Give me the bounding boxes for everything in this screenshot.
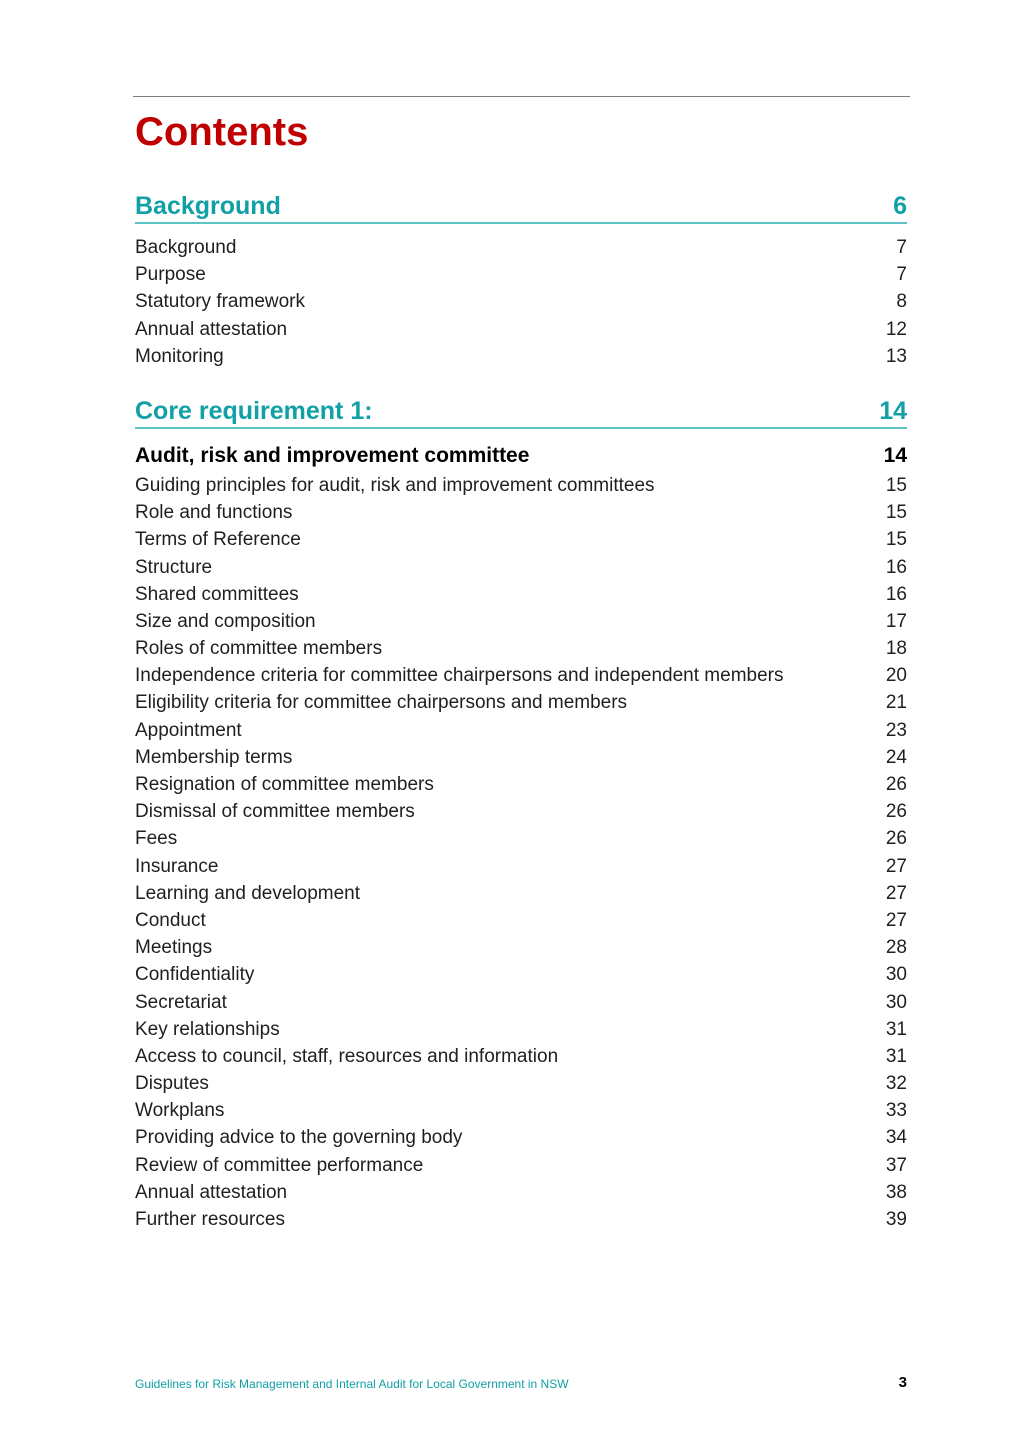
- toc-entry[interactable]: [135, 961, 907, 988]
- toc-section-background[interactable]: [135, 190, 907, 224]
- toc-entry-label: Providing advice to the governing body: [135, 1127, 463, 1149]
- toc-entry[interactable]: [135, 771, 907, 798]
- toc-entry-page: 27: [885, 882, 907, 904]
- toc-entry-page: 26: [885, 828, 907, 850]
- toc-entry[interactable]: [135, 989, 907, 1016]
- subheading-page: 14: [883, 443, 907, 467]
- section-heading-label: Core requirement 1:: [135, 396, 373, 425]
- section-heading-page: 14: [879, 396, 907, 425]
- background-entries: [135, 234, 907, 370]
- toc-entry-page: 39: [885, 1209, 907, 1230]
- toc-entry-page: 31: [885, 1045, 907, 1067]
- toc-entry-page: 26: [885, 801, 907, 823]
- toc-entry-label: Size and composition: [135, 610, 316, 632]
- core-requirement-entries: [135, 472, 907, 1233]
- toc-entry-page: 20: [885, 665, 907, 687]
- toc-entry-page: 7: [896, 237, 907, 258]
- toc-entry[interactable]: [135, 934, 907, 961]
- toc-entry-label: Review of committee performance: [135, 1154, 424, 1176]
- toc-entry[interactable]: [135, 689, 907, 716]
- toc-entry-label: Further resources: [135, 1209, 285, 1230]
- toc-subheading[interactable]: [135, 440, 907, 472]
- toc-entry-label: Annual attestation: [135, 1181, 288, 1203]
- toc-entry-page: 24: [885, 746, 907, 768]
- toc-entry[interactable]: [135, 472, 907, 499]
- toc-entry-label: Purpose: [135, 264, 206, 286]
- toc-entry[interactable]: [135, 1206, 907, 1233]
- toc-entry[interactable]: [135, 880, 907, 907]
- toc-entry-label: Structure: [135, 556, 213, 578]
- section-heading-label: Background: [135, 192, 281, 220]
- toc-entry-page: 8: [896, 291, 907, 313]
- toc-entry[interactable]: [135, 717, 907, 744]
- toc-entry-page: 34: [885, 1127, 907, 1149]
- toc-entry[interactable]: [135, 581, 907, 608]
- section-heading-page: 6: [893, 192, 907, 220]
- toc-entry-page: 23: [885, 719, 907, 741]
- table-of-contents: [135, 190, 907, 1233]
- toc-entry[interactable]: [135, 1097, 907, 1124]
- toc-entry[interactable]: [135, 1152, 907, 1179]
- toc-entry-label: Guiding principles for audit, risk and improvement committees: [135, 474, 655, 496]
- toc-entry-page: 30: [885, 991, 907, 1013]
- top-rule: [133, 96, 910, 97]
- toc-entry-page: 7: [896, 264, 907, 286]
- toc-entry-page: 15: [885, 529, 907, 551]
- toc-entry-page: 33: [885, 1100, 907, 1122]
- toc-section-core-requirement-1[interactable]: [135, 395, 907, 429]
- toc-entry-label: Independence criteria for committee chairpersons and independent members: [135, 665, 784, 687]
- toc-entry[interactable]: [135, 798, 907, 825]
- toc-entry-page: 26: [885, 774, 907, 795]
- toc-entry[interactable]: [135, 261, 907, 288]
- toc-entry-label: Conduct: [135, 909, 206, 931]
- toc-entry[interactable]: [135, 554, 907, 581]
- toc-entry-label: Secretariat: [135, 991, 227, 1013]
- toc-entry-label: Role and functions: [135, 502, 293, 524]
- toc-entry-page: 30: [885, 964, 907, 986]
- toc-entry-label: Meetings: [135, 937, 213, 959]
- toc-entry-label: Fees: [135, 828, 178, 850]
- toc-entry-label: Annual attestation: [135, 318, 288, 340]
- toc-entry-page: 28: [885, 937, 907, 959]
- toc-entry[interactable]: [135, 1070, 907, 1097]
- toc-entry-label: Terms of Reference: [135, 529, 301, 551]
- toc-entry-page: 18: [885, 638, 907, 660]
- toc-entry-label: Background: [135, 237, 237, 258]
- toc-entry[interactable]: [135, 316, 907, 343]
- toc-entry-label: Key relationships: [135, 1018, 280, 1040]
- footer-document-title: Guidelines for Risk Management and Internal Audit for Local Government in NSW: [135, 1377, 569, 1391]
- toc-entry-page: 27: [885, 909, 907, 931]
- toc-entry[interactable]: [135, 499, 907, 526]
- toc-entry[interactable]: [135, 526, 907, 553]
- toc-entry[interactable]: [135, 1016, 907, 1043]
- toc-entry-label: Roles of committee members: [135, 638, 383, 660]
- toc-entry[interactable]: [135, 907, 907, 934]
- toc-entry-page: 38: [885, 1181, 907, 1203]
- toc-entry-label: Disputes: [135, 1073, 209, 1095]
- toc-entry[interactable]: [135, 1043, 907, 1070]
- toc-entry-page: 21: [885, 692, 907, 714]
- toc-entry-page: 12: [885, 318, 907, 340]
- toc-entry-page: 32: [885, 1073, 907, 1095]
- toc-entry-label: Statutory framework: [135, 291, 305, 313]
- toc-entry[interactable]: [135, 343, 907, 370]
- toc-entry-page: 17: [885, 610, 907, 632]
- toc-entry-label: Insurance: [135, 855, 219, 877]
- page-title: Contents: [135, 110, 309, 154]
- toc-entry-label: Shared committees: [135, 583, 299, 605]
- toc-entry-page: 16: [885, 583, 907, 605]
- toc-entry-label: Monitoring: [135, 345, 224, 367]
- toc-entry-label: Eligibility criteria for committee chairpersons and members: [135, 692, 628, 714]
- toc-entry[interactable]: [135, 662, 907, 689]
- toc-entry-label: Dismissal of committee members: [135, 801, 415, 823]
- toc-entry[interactable]: [135, 1124, 907, 1151]
- toc-entry-page: 27: [885, 855, 907, 877]
- toc-entry[interactable]: [135, 853, 907, 880]
- toc-entry-label: Access to council, staff, resources and information: [135, 1045, 559, 1067]
- toc-entry-label: Confidentiality: [135, 964, 255, 986]
- toc-entry-label: Membership terms: [135, 746, 293, 768]
- toc-entry-page: 15: [885, 502, 907, 524]
- toc-entry-label: Learning and development: [135, 882, 361, 904]
- toc-entry[interactable]: [135, 635, 907, 662]
- toc-entry-page: 13: [885, 345, 907, 367]
- toc-entry[interactable]: [135, 1179, 907, 1206]
- toc-entry[interactable]: [135, 744, 907, 771]
- toc-entry-page: 15: [885, 474, 907, 496]
- toc-entry-page: 37: [885, 1154, 907, 1176]
- footer-page-number: 3: [898, 1374, 907, 1391]
- toc-entry-label: Resignation of committee members: [135, 774, 434, 795]
- toc-entry[interactable]: [135, 234, 907, 261]
- toc-entry-page: 31: [885, 1018, 907, 1040]
- toc-entry[interactable]: [135, 825, 907, 852]
- toc-entry[interactable]: [135, 288, 907, 315]
- toc-entry-label: Appointment: [135, 719, 242, 741]
- subheading-label: Audit, risk and improvement committee: [135, 443, 530, 467]
- toc-entry-page: 16: [885, 556, 907, 578]
- toc-entry-label: Workplans: [135, 1100, 225, 1122]
- toc-entry[interactable]: [135, 608, 907, 635]
